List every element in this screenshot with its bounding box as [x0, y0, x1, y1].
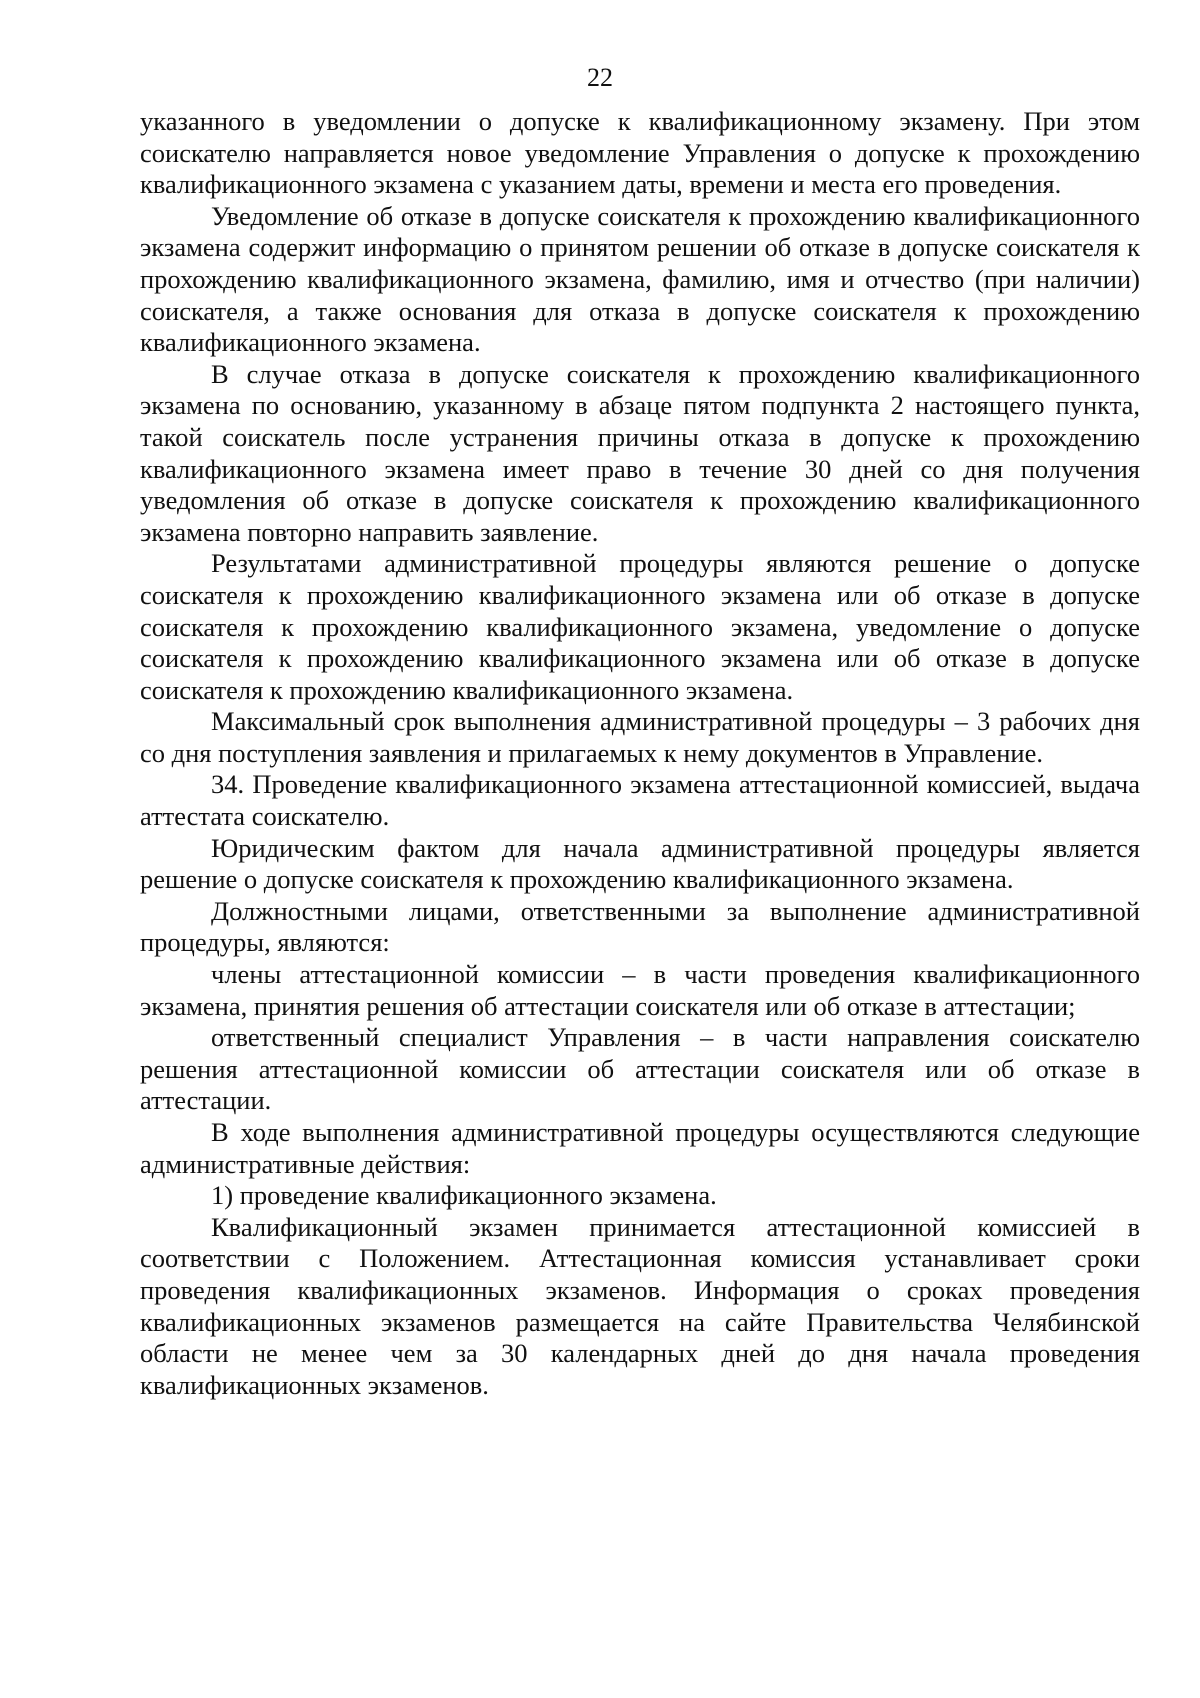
paragraph-max-term: Максимальный срок выполнения административной процедуры – 3 рабочих дня со дня поступления заявления и прилагаемых к нему документов в Управление.: [140, 706, 1140, 768]
paragraph-action-1: 1) проведение квалификационного экзамена.: [211, 1180, 717, 1211]
paragraph-commission-members: члены аттестационной комиссии – в части проведения квалификационного экзамена, принятия решения об аттестации соискателя или об отказе в аттестации;: [140, 959, 1140, 1021]
paragraph-responsible-specialist: ответственный специалист Управления – в части направления соискателю решения аттестационной комиссии об аттестации соискателя или об отказе в аттестации.: [140, 1022, 1140, 1116]
paragraph-legal-fact: Юридическим фактом для начала административной процедуры является решение о допуске соискателя к прохождению квалификационного экзамена.: [140, 832, 1140, 895]
paragraph-procedure-results: Результатами административной процедуры являются решение о допуске соискателя к прохождению квалификационного экзамена или об отказе в допуске соискателя к прохождению квалификационного экзамена, уведомление о допуске соискателя к прохождению квалификационного экзамена или об отказе в допуске соискателя к прохождению квалификационного экзамена.: [140, 548, 1140, 705]
paragraph-refusal-case: В случае отказа в допуске соискателя к прохождению квалификационного экзамена по основанию, указанному в абзаце пятом подпункта 2 настоящего пункта, такой соискатель после устранения причины отказа в допуске к прохождению квалификационного экзамена имеет право в течение 30 дней со дня получения уведомления об отказе в допуске соискателя к прохождению квалификационного экзамена повторно направить заявление.: [140, 358, 1140, 547]
paragraph-actions-intro: В ходе выполнения административной процедуры осуществляются следующие административные действия:: [140, 1117, 1140, 1179]
paragraph-exam-info: Квалификационный экзамен принимается аттестационной комиссией в соответствии с Положением. Аттестационная комиссия устанавливает сроки проведения квалификационных экзаменов. Информация о сроках проведения квалификационных экзаменов размещается на сайте Правительства Челябинской области не менее чем за 30 календарных дней до дня начала проведения квалификационных экзаменов.: [140, 1211, 1140, 1400]
paragraph-officials: Должностными лицами, ответственными за выполнение административной процедуры, являются:: [140, 895, 1140, 958]
page-number: 22: [587, 63, 613, 92]
document-body: [140, 106, 1140, 1401]
paragraph-refusal-notice: Уведомление об отказе в допуске соискателя к прохождению квалификационного экзамена содержит информацию о принятом решении об отказе в допуске соискателя к прохождению квалификационного экзамена, фамилию, имя и отчество (при наличии) соискателя, а также основания для отказа в допуске соискателя к прохождению квалификационного экзамена.: [140, 200, 1140, 358]
paragraph-continuation: указанного в уведомлении о допуске к квалификационному экзамену. При этом соискателю направляется новое уведомление Управления о допуске к прохождению квалификационного экзамена с указанием даты, времени и места его проведения.: [140, 106, 1140, 200]
paragraph-section-34: 34. Проведение квалификационного экзамена аттестационной комиссией, выдача аттестата соискателю.: [140, 769, 1140, 832]
